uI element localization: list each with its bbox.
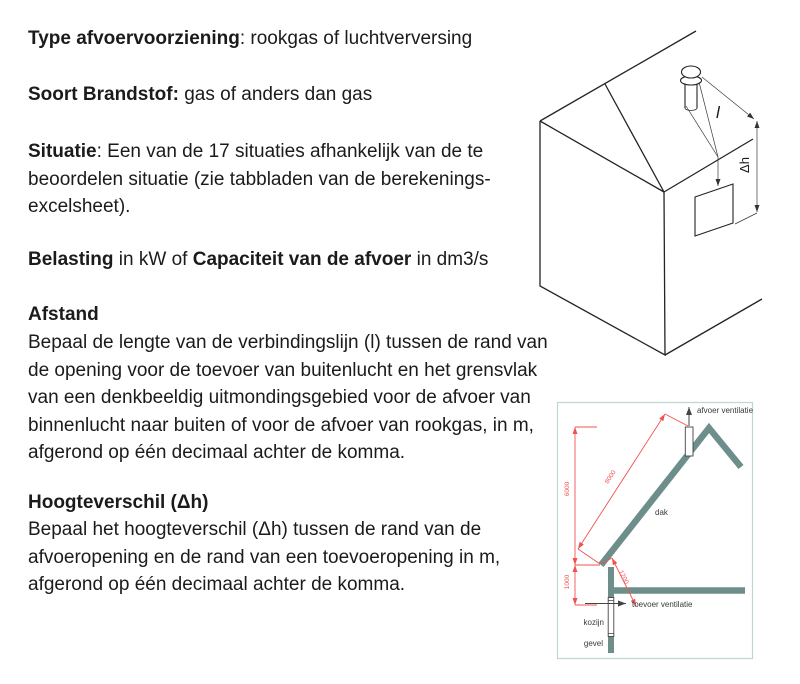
dim-value-1200: 1200: [616, 569, 630, 586]
hoogteverschil-line-3: afgerond op één decimaal achter de komma.: [28, 574, 406, 595]
house-isometric-diagram: [520, 10, 780, 402]
chimney: [681, 66, 702, 110]
label-delta-h: Δh: [737, 157, 752, 173]
house-left-eaves: [540, 121, 664, 192]
label-situatie: Situatie: [28, 141, 97, 162]
label-kozijn: kozijn: [583, 618, 604, 627]
paragraph-situatie: [28, 138, 491, 221]
chimney-body: [685, 83, 697, 108]
label-dak: dak: [655, 508, 668, 517]
text-soort-brandstof: gas of anders dan gas: [178, 84, 373, 105]
afstand-line-3: van een denkbeeldig uitmondingsgebied voor de afvoer van: [28, 387, 531, 408]
situatie-line-1: Situatie: Een van de 17 situaties afhankelijk van de te: [28, 141, 484, 162]
label-capaciteit: Capaciteit van de afvoer: [192, 249, 412, 270]
afstand-line-4: binnenlucht naar buiten of voor de afvoer van rookgas, in m,: [28, 414, 534, 436]
afstand-line-2: de opening voor de toevoer van buitenlucht en het grensvlak: [28, 359, 538, 381]
label-type-afvoervoorziening: Type afvoervoorziening: [28, 28, 240, 49]
paragraph-type-afvoervoorziening: [28, 25, 472, 53]
hoogteverschil-line-2: afvoeropening en de rand van een toevoeropening in m,: [28, 546, 501, 568]
house-bottom-right-edge: [665, 299, 762, 355]
paragraph-afstand-body: [28, 329, 548, 467]
label-soort-brandstof: Soort Brandstof:: [28, 84, 179, 105]
label-gevel: gevel: [583, 639, 603, 648]
label-afvoer-ventilatie: afvoer ventilatie: [697, 406, 754, 415]
house-window: [695, 184, 733, 236]
situatie-line-2: beoordelen situatie (zie tabbladen van de berekenings-: [28, 168, 491, 190]
situatie-line-3: excelsheet).: [28, 196, 131, 217]
paragraph-hoogteverschil-body: [28, 516, 500, 599]
dim-value-1000: 1000: [564, 574, 571, 590]
afstand-line-5: afgerond op één decimaal achter de komma.: [28, 442, 406, 463]
label-belasting: Belasting: [28, 249, 114, 270]
chimney-cap: [682, 66, 701, 78]
label-toevoer-ventilatie: toevoer ventilatie: [632, 600, 693, 609]
roof-section-diagram: [556, 401, 754, 660]
paragraph-soort-brandstof: [28, 81, 372, 109]
leader-line-chimney-base: [686, 106, 718, 157]
afstand-line-1: Bepaal de lengte van de verbindingslijn (l) tussen de rand van: [28, 332, 548, 353]
paragraph-belasting: Belasting in kW of Capaciteit van de afvoer in dm3/s: [28, 249, 489, 270]
extension-line-window-bottom: [735, 213, 757, 224]
heading-afstand: Afstand: [28, 304, 99, 325]
house-outline: [540, 31, 762, 355]
heading-hoogteverschil: Hoogteverschil (Δh): [28, 492, 209, 513]
leader-line-to-dh-top: [702, 77, 754, 119]
hoogteverschil-line-1: Bepaal het hoogteverschil (Δh) tussen de rand van de: [28, 519, 482, 540]
dim-value-8000: 8000: [603, 469, 618, 486]
label-l: l: [716, 103, 720, 122]
dim-value-6000: 6000: [564, 481, 571, 497]
chimney-body-bottom: [685, 108, 697, 110]
section-chimney: [685, 427, 693, 456]
text-type-afvoervoorziening: : rookgas of luchtverversing: [239, 28, 473, 49]
